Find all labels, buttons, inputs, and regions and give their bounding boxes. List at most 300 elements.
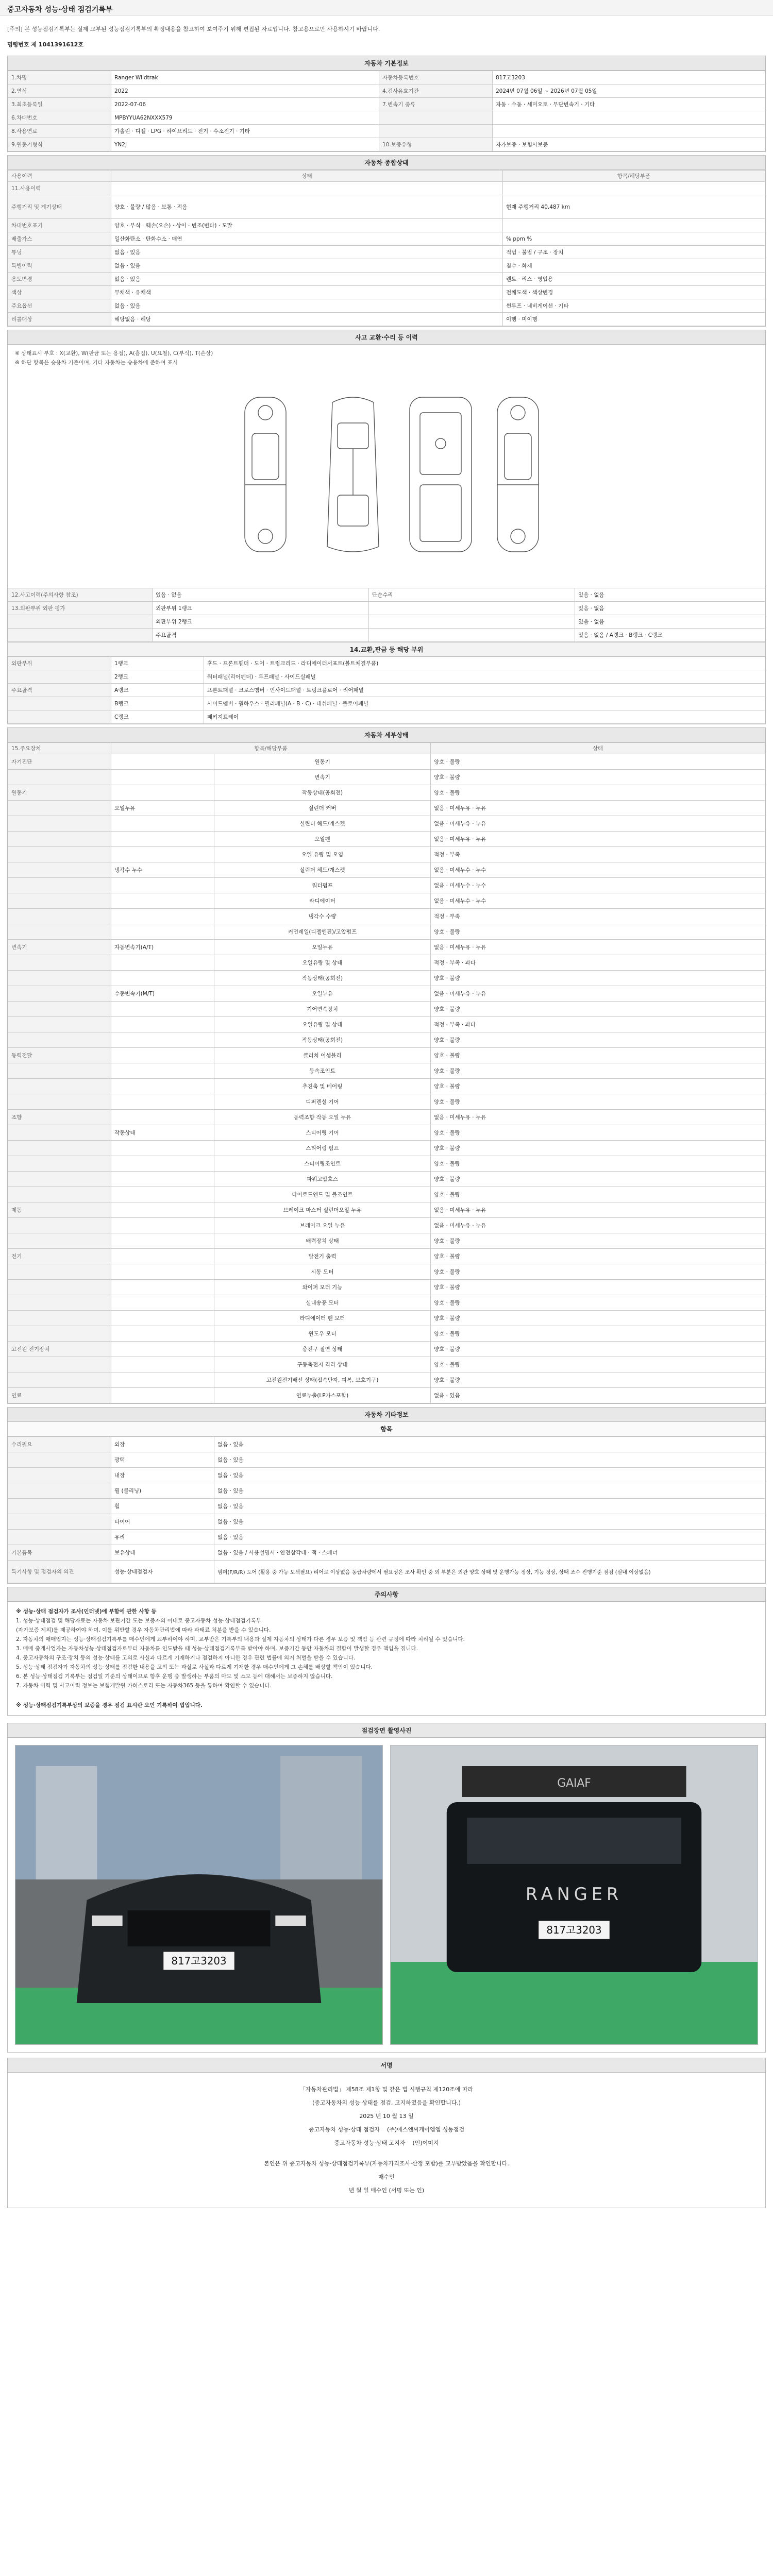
detail-subgroup <box>111 971 214 986</box>
general-label: 리콜대상 <box>8 313 111 326</box>
options-item: 타이어 <box>111 1514 214 1530</box>
detail-item: 등속조인트 <box>214 1063 431 1079</box>
accident-label <box>8 615 153 629</box>
accident-value: 외판부위 2랭크 <box>153 615 369 629</box>
basic-value-2 <box>493 111 765 125</box>
general-label: 튜닝 <box>8 246 111 259</box>
detail-subgroup <box>111 1187 214 1202</box>
general-row <box>8 219 765 232</box>
detail-group <box>8 801 111 816</box>
detail-subgroup: 수동변속기(M/T) <box>111 986 214 1002</box>
notifier-label: 중고자동차 성능·상태 고지자 <box>334 2140 406 2146</box>
detail-row <box>8 1388 765 1403</box>
detail-group <box>8 816 111 832</box>
accident-table <box>8 588 765 642</box>
detail-table <box>8 742 765 1403</box>
detail-subgroup: 오일누유 <box>111 801 214 816</box>
detail-subgroup <box>111 816 214 832</box>
inspector-name: (주)에스엔씨케이엠엠 성동점검 <box>386 2126 465 2133</box>
detail-group <box>8 1141 111 1156</box>
detail-row <box>8 955 765 971</box>
options-item: 광택 <box>111 1452 214 1468</box>
options-group <box>8 1452 111 1468</box>
general-row <box>8 299 765 313</box>
detail-subgroup <box>111 1372 214 1388</box>
detail-row <box>8 1249 765 1264</box>
detail-header-device: 15.주요장치 <box>8 743 111 754</box>
parts-row <box>8 657 765 670</box>
rear-plate-text: 817고3203 <box>546 1924 602 1937</box>
detail-status: 없음 · 미세누유 · 누유 <box>431 986 765 1002</box>
basic-value-2: 817고3203 <box>493 71 765 84</box>
detail-subgroup: 냉각수 누수 <box>111 862 214 878</box>
basic-row <box>8 71 765 84</box>
general-items: 침수 · 화재 <box>503 259 765 273</box>
parts-items: 패키지트레이 <box>204 710 765 724</box>
detail-subgroup <box>111 1388 214 1403</box>
detail-row <box>8 1094 765 1110</box>
detail-status: 양호 · 불량 <box>431 1094 765 1110</box>
detail-row <box>8 1079 765 1094</box>
basic-value: YN2J <box>111 138 379 151</box>
detail-row <box>8 1295 765 1311</box>
basic-value: Ranger Wildtrak <box>111 71 379 84</box>
detail-item: 라디에이터 팬 모터 <box>214 1311 431 1326</box>
detail-group <box>8 847 111 862</box>
detail-item: 변속기 <box>214 770 431 785</box>
options-item: 외장 <box>111 1437 214 1452</box>
receiver-date: 년 월 일 매수인 (서명 또는 인) <box>348 2187 425 2194</box>
detail-item: 스티어링조인트 <box>214 1156 431 1172</box>
detail-subgroup <box>111 1110 214 1125</box>
detail-row <box>8 1063 765 1079</box>
sign-date: 2025 년 10 월 13 일 <box>359 2113 414 2120</box>
detail-item: 실내송풍 모터 <box>214 1295 431 1311</box>
basic-label: 2.연식 <box>8 84 111 98</box>
detail-subgroup <box>111 1326 214 1342</box>
detail-subgroup <box>111 1249 214 1264</box>
detail-item: 냉각수 수량 <box>214 909 431 924</box>
general-status: 무채색 · 유채색 <box>111 286 503 299</box>
detail-row <box>8 770 765 785</box>
general-items: 전체도색 · 색상변경 <box>503 286 765 299</box>
detail-group <box>8 1017 111 1032</box>
detail-item: 타이로드엔드 및 볼조인트 <box>214 1187 431 1202</box>
detail-group <box>8 986 111 1002</box>
detail-header-status: 상태 <box>431 743 765 754</box>
buyer-confirm: 본인은 위 중고자동차 성능·상태점검기록부(자동차가격조사·산정 포함)를 교부받았음을 확인합니다. <box>264 2160 509 2167</box>
options-table <box>8 1436 765 1583</box>
detail-row <box>8 893 765 909</box>
detail-status: 양호 · 불량 <box>431 1002 765 1017</box>
detail-status: 양호 · 불량 <box>431 1311 765 1326</box>
parts-rank: 2랭크 <box>111 670 204 684</box>
detail-status: 양호 · 불량 <box>431 1249 765 1264</box>
detail-row <box>8 1156 765 1172</box>
detail-item: 원동기 <box>214 754 431 770</box>
options-row <box>8 1468 765 1483</box>
detail-group <box>8 924 111 940</box>
detail-status: 양호 · 불량 <box>431 785 765 801</box>
detail-item: 라디에이터 <box>214 893 431 909</box>
detail-row <box>8 1326 765 1342</box>
detail-item: 스티어링 기어 <box>214 1125 431 1141</box>
general-header-history: 사용이력 <box>8 171 111 182</box>
detail-item: 작동상태(공회전) <box>214 1032 431 1048</box>
detail-group: 연료 <box>8 1388 111 1403</box>
detail-item: 오일유량 및 상태 <box>214 1017 431 1032</box>
record-number: 명령번호 제 1041391612호 <box>7 41 83 48</box>
options-row <box>8 1514 765 1530</box>
detail-row <box>8 1172 765 1187</box>
basic-row <box>8 98 765 111</box>
detail-row <box>8 1264 765 1280</box>
detail-title: 자동차 세부상태 <box>8 728 765 742</box>
options-group <box>8 1514 111 1530</box>
caution-line: 2. 자동차의 매매업자는 성능·상태점검기록부를 매수인에게 교부하여야 하며, 교부받은 기록부의 내용과 실제 자동차의 상태가 다른 경우 보증 및 책임 등 관련 규정에 따라 처리될 수 있습니다. <box>16 1636 465 1642</box>
detail-status: 양호 · 불량 <box>431 1233 765 1249</box>
detail-item: 실린더 커버 <box>214 801 431 816</box>
detail-group <box>8 1079 111 1094</box>
general-header-items: 항목/해당부품 <box>503 171 765 182</box>
detail-row <box>8 1017 765 1032</box>
general-status: 없음 · 있음 <box>111 273 503 286</box>
detail-group <box>8 1063 111 1079</box>
photos-title: 점검장면 촬영사진 <box>8 1723 765 1738</box>
detail-status: 양호 · 불량 <box>431 754 765 770</box>
detail-item: 실린더 헤드/개스켓 <box>214 816 431 832</box>
photos-section <box>7 1723 766 2053</box>
general-items <box>503 219 765 232</box>
detail-row <box>8 1187 765 1202</box>
caution-body <box>8 1602 765 1696</box>
general-label: 특별이력 <box>8 259 111 273</box>
options-subheader: 항목 <box>8 1422 765 1436</box>
detail-status: 적정 · 부족 <box>431 847 765 862</box>
basic-row <box>8 84 765 98</box>
accident-value: 있음 · 없음 <box>153 588 369 602</box>
detail-status: 없음 · 미세누유 · 누유 <box>431 1110 765 1125</box>
detail-subgroup <box>111 1357 214 1372</box>
basic-label-2 <box>379 111 493 125</box>
options-status: 없음 · 있음 <box>214 1468 765 1483</box>
detail-subgroup <box>111 1342 214 1357</box>
detail-status: 양호 · 불량 <box>431 1156 765 1172</box>
detail-status: 양호 · 불량 <box>431 1187 765 1202</box>
parts-side <box>8 670 111 684</box>
detail-item: 작동상태(공회전) <box>214 785 431 801</box>
detail-row <box>8 1048 765 1063</box>
detail-item: 윈도우 모터 <box>214 1326 431 1342</box>
parts-row <box>8 697 765 710</box>
detail-subgroup <box>111 955 214 971</box>
detail-row <box>8 847 765 862</box>
front-plate-text: 817고3203 <box>171 1955 227 1968</box>
car-bed-view <box>410 397 472 552</box>
detail-group: 제동 <box>8 1202 111 1218</box>
basic-label: 3.최초등록일 <box>8 98 111 111</box>
accident-row <box>8 588 765 602</box>
detail-group <box>8 862 111 878</box>
parts-rank: B랭크 <box>111 697 204 710</box>
basic-row <box>8 138 765 151</box>
detail-subgroup <box>111 1295 214 1311</box>
accident-value-2: 있음 · 없음 / A랭크 · B랭크 · C랭크 <box>575 629 765 642</box>
detail-status: 없음 · 미세누유 · 누유 <box>431 832 765 847</box>
detail-subgroup <box>111 1002 214 1017</box>
general-label: 주행거리 및 계기상태 <box>8 195 111 219</box>
detail-subgroup <box>111 770 214 785</box>
options-status: 없음 · 있음 <box>214 1452 765 1468</box>
options-section <box>7 1407 766 1584</box>
general-status: 없음 · 있음 <box>111 246 503 259</box>
detail-status: 양호 · 불량 <box>431 1280 765 1295</box>
general-label: 차대번호표기 <box>8 219 111 232</box>
detail-subgroup <box>111 1017 214 1032</box>
detail-status: 양호 · 불량 <box>431 1326 765 1342</box>
detail-item: 커먼레일(디젤엔진)/고압펌프 <box>214 924 431 940</box>
caution-line: 5. 성능·상태 점검자가 자동차의 성능·상태를 점검한 내용을 고의 또는 과실로 사실과 다르게 기재한 경우 매수인에게 그 손해를 배상할 책임이 있습니다. <box>16 1664 373 1670</box>
general-status: 양호 · 불량 / 많음 · 보통 · 적음 <box>111 195 503 219</box>
accident-label-2: 단순수리 <box>369 588 575 602</box>
detail-item: 오일팬 <box>214 832 431 847</box>
caution-section <box>7 1587 766 1716</box>
detail-subgroup <box>111 754 214 770</box>
detail-status: 양호 · 불량 <box>431 1141 765 1156</box>
general-row <box>8 182 765 195</box>
accident-label-2 <box>369 615 575 629</box>
detail-status: 없음 · 미세누수 · 누수 <box>431 878 765 893</box>
general-items: % ppm % <box>503 232 765 246</box>
detail-row <box>8 1202 765 1218</box>
detail-row <box>8 785 765 801</box>
detail-group <box>8 955 111 971</box>
accident-value-2: 있음 · 없음 <box>575 602 765 615</box>
general-status: 해당없음 · 해당 <box>111 313 503 326</box>
detail-status: 양호 · 불량 <box>431 971 765 986</box>
parts-items: 프론트패널 · 크로스멤버 · 인사이드패널 · 트렁크플로어 · 리어패널 <box>204 684 765 697</box>
detail-subgroup <box>111 893 214 909</box>
accident-value-2: 있음 · 없음 <box>575 615 765 629</box>
options-item: 보유상태 <box>111 1545 214 1561</box>
basic-row <box>8 125 765 138</box>
detail-group: 변속기 <box>8 940 111 955</box>
detail-row <box>8 1141 765 1156</box>
caution-line: 4. 중고자동차의 구조·장치 등의 성능·상태를 고의로 사실과 다르게 기재하거나 점검하지 아니한 경우 관련 법률에 의거 처벌을 받을 수 있습니다. <box>16 1655 356 1661</box>
detail-row <box>8 1342 765 1357</box>
general-row <box>8 195 765 219</box>
options-title: 자동차 기타정보 <box>8 1408 765 1422</box>
opinion-label: 특기사항 및 점검자의 의견 <box>8 1561 111 1583</box>
general-label: 용도변경 <box>8 273 111 286</box>
general-status <box>111 182 503 195</box>
detail-row <box>8 924 765 940</box>
general-items: 썬루프 · 네비게이션 · 기타 <box>503 299 765 313</box>
receiver-label: 매수인 <box>378 2174 395 2180</box>
detail-status: 없음 · 미세누유 · 누유 <box>431 1218 765 1233</box>
detail-group <box>8 1357 111 1372</box>
general-label: 주요옵션 <box>8 299 111 313</box>
detail-row <box>8 1218 765 1233</box>
detail-group <box>8 1156 111 1172</box>
general-status: 없음 · 있음 <box>111 299 503 313</box>
detail-subgroup <box>111 1156 214 1172</box>
brand-text: RANGER <box>525 1884 623 1905</box>
detail-row <box>8 1125 765 1141</box>
accident-title: 사고 교환·수리 등 이력 <box>8 330 765 345</box>
options-item: 내장 <box>111 1468 214 1483</box>
basic-label: 1.차명 <box>8 71 111 84</box>
general-status-title: 자동차 종합상태 <box>8 156 765 170</box>
parts-rank: 1랭크 <box>111 657 204 670</box>
detail-subgroup <box>111 832 214 847</box>
detail-row <box>8 909 765 924</box>
detail-item: 오일누유 <box>214 986 431 1002</box>
options-group: 수리필요 <box>8 1437 111 1452</box>
detail-group <box>8 1295 111 1311</box>
detail-item: 추진축 및 베어링 <box>214 1079 431 1094</box>
detail-subgroup <box>111 1233 214 1249</box>
accident-value-2: 있음 · 없음 <box>575 588 765 602</box>
detail-item: 기어변속장치 <box>214 1002 431 1017</box>
detail-item: 클러치 어셈블리 <box>214 1048 431 1063</box>
general-label: 배출가스 <box>8 232 111 246</box>
general-row <box>8 246 765 259</box>
detail-group <box>8 893 111 909</box>
detail-item: 워터펌프 <box>214 878 431 893</box>
detail-group <box>8 1172 111 1187</box>
general-status: 양호 · 부식 · 훼손(오손) · 상이 · 변조(변타) · 도말 <box>111 219 503 232</box>
detail-subgroup <box>111 1311 214 1326</box>
basic-value: MPBYYUA62NXXX579 <box>111 111 379 125</box>
detail-item: 오일누유 <box>214 940 431 955</box>
detail-subgroup <box>111 1079 214 1094</box>
accident-legend-2: ※ 하단 항목은 승용차 기준이며, 기타 자동차는 승용차에 준하여 표시 <box>15 360 178 366</box>
options-status: 없음 · 있음 <box>214 1483 765 1499</box>
detail-section <box>7 727 766 1404</box>
detail-subgroup <box>111 1048 214 1063</box>
options-row <box>8 1545 765 1561</box>
car-diagram-svg <box>8 371 765 588</box>
rack-text: GAIAF <box>557 1776 591 1790</box>
options-row <box>8 1483 765 1499</box>
car-top-view <box>327 397 379 552</box>
detail-group <box>8 1218 111 1233</box>
detail-item: 브레이크 오일 누유 <box>214 1218 431 1233</box>
detail-subgroup <box>111 1141 214 1156</box>
accident-row <box>8 629 765 642</box>
accident-label: 12.사고이력(주의사항 참조) <box>8 588 153 602</box>
basic-info-title: 자동차 기본정보 <box>8 56 765 71</box>
basic-label-2 <box>379 125 493 138</box>
options-status: 없음 · 있음 / 사용설명서 · 안전삼각대 · 잭 · 스패너 <box>214 1545 765 1561</box>
caution-line: 3. 매매 중개사업자는 자동차성능·상태점검자로부터 자동차를 인도받을 때 성능·상태점검기록부를 받아야 하며, 보증기간 동안 자동차의 결함이 발생할 경우 책임을 집니다. <box>16 1646 418 1652</box>
detail-group: 조향 <box>8 1110 111 1125</box>
detail-row <box>8 1002 765 1017</box>
detail-group <box>8 1280 111 1295</box>
detail-row <box>8 1032 765 1048</box>
detail-item: 디퍼렌셜 기어 <box>214 1094 431 1110</box>
detail-row <box>8 801 765 816</box>
detail-status: 없음 · 미세누유 · 누유 <box>431 1202 765 1218</box>
detail-subgroup <box>111 1264 214 1280</box>
detail-group: 전기 <box>8 1249 111 1264</box>
general-items <box>503 182 765 195</box>
basic-label-2: 자동차등록번호 <box>379 71 493 84</box>
basic-value-2: 자동 · 수동 · 세미오토 · 무단변속기 · 기타 <box>493 98 765 111</box>
detail-item: 시동 모터 <box>214 1264 431 1280</box>
detail-subgroup: 자동변속기(A/T) <box>111 940 214 955</box>
car-left-side-view <box>245 397 286 552</box>
basic-info-section <box>7 56 766 152</box>
detail-item: 연료누출(LP가스포함) <box>214 1388 431 1403</box>
basic-label-2: 10.보증유형 <box>379 138 493 151</box>
basic-value: 2022 <box>111 84 379 98</box>
caution-line: ※ 성능·상태 점검자가 조사(인터넷)에 부합에 관한 사항 등 <box>16 1608 157 1615</box>
caution-title: 주의사항 <box>8 1587 765 1602</box>
detail-status: 양호 · 불량 <box>431 1079 765 1094</box>
detail-group <box>8 770 111 785</box>
general-items: 이행 · 미이행 <box>503 313 765 326</box>
detail-status: 양호 · 불량 <box>431 1032 765 1048</box>
detail-group <box>8 1326 111 1342</box>
detail-group <box>8 1187 111 1202</box>
detail-item: 와이퍼 모터 기능 <box>214 1280 431 1295</box>
parts-items: 후드 · 프론트휀더 · 도어 · 트렁크리드 · 라디에이터서포트(볼트체결부품) <box>204 657 765 670</box>
detail-status: 적정 · 부족 · 과다 <box>431 955 765 971</box>
detail-subgroup <box>111 847 214 862</box>
general-status-section <box>7 155 766 327</box>
detail-status: 양호 · 불량 <box>431 1372 765 1388</box>
parts-row <box>8 710 765 724</box>
front-photo <box>15 1745 383 2045</box>
detail-item: 배력장치 상태 <box>214 1233 431 1249</box>
detail-group <box>8 971 111 986</box>
detail-status: 양호 · 불량 <box>431 924 765 940</box>
notice-text: [주의] 본 성능점검기록부는 실제 교부된 성능점검기록부의 확정내용을 참고하여 보여주기 위해 편집된 자료입니다. 참고용으로만 사용하시기 바랍니다. <box>7 26 380 32</box>
options-status: 없음 · 있음 <box>214 1499 765 1514</box>
general-status: 없음 · 있음 <box>111 259 503 273</box>
basic-label-2: 7.변속기 종류 <box>379 98 493 111</box>
caution-line: 7. 자동차 이력 및 사고이력 정보는 보험개발원 카히스토리 또는 자동차365 등을 통하여 확인할 수 있습니다. <box>16 1683 272 1689</box>
accident-legend-1: ※ 상태표시 부호 : X(교환), W(판금 또는 용접), A(흠집), U(요철), C(부식), T(손상) <box>15 350 213 357</box>
detail-status: 없음 · 미세누유 · 누유 <box>431 816 765 832</box>
detail-group <box>8 1002 111 1017</box>
general-row <box>8 273 765 286</box>
detail-row <box>8 862 765 878</box>
parts-title: 14.교환,판금 등 해당 부위 <box>8 642 765 656</box>
options-group <box>8 1499 111 1514</box>
caution-line: 6. 본 성능·상태점검 기록부는 점검일 기준의 상태이므로 향후 운행 중 발생하는 부품의 마모 및 소모 등에 대해서는 보증하지 않습니다. <box>16 1673 333 1680</box>
options-row <box>8 1530 765 1545</box>
inspector-label: 중고자동차 성능·상태 점검자 <box>308 2126 380 2133</box>
options-item: 휠 <box>111 1499 214 1514</box>
options-item: 유리 <box>111 1530 214 1545</box>
general-row <box>8 313 765 326</box>
opinion-text: 범퍼(F/R/R) 도어 (활용 중 가능 도색필요) 리어로 이상없음 동급차량에서 필요성은 조사 확인 중 외 부분은 외관 양호 상태 및 운행가능 정상, 기능 정상, 상태 조수 진행기준 점검 (실내 이상없음) <box>214 1561 765 1583</box>
detail-group: 동력전달 <box>8 1048 111 1063</box>
detail-item: 동력조향 작동 오일 누유 <box>214 1110 431 1125</box>
options-status: 없음 · 있음 <box>214 1530 765 1545</box>
detail-row <box>8 986 765 1002</box>
general-items: 현재 주행거리 40,487 km <box>503 195 765 219</box>
general-row <box>8 286 765 299</box>
options-group <box>8 1530 111 1545</box>
sign-line-1: 「자동차관리법」 제58조 제1항 및 같은 법 시행규칙 제120조에 따라 <box>299 2086 474 2093</box>
parts-rank: A랭크 <box>111 684 204 697</box>
accident-label-2 <box>369 602 575 615</box>
detail-subgroup <box>111 1280 214 1295</box>
